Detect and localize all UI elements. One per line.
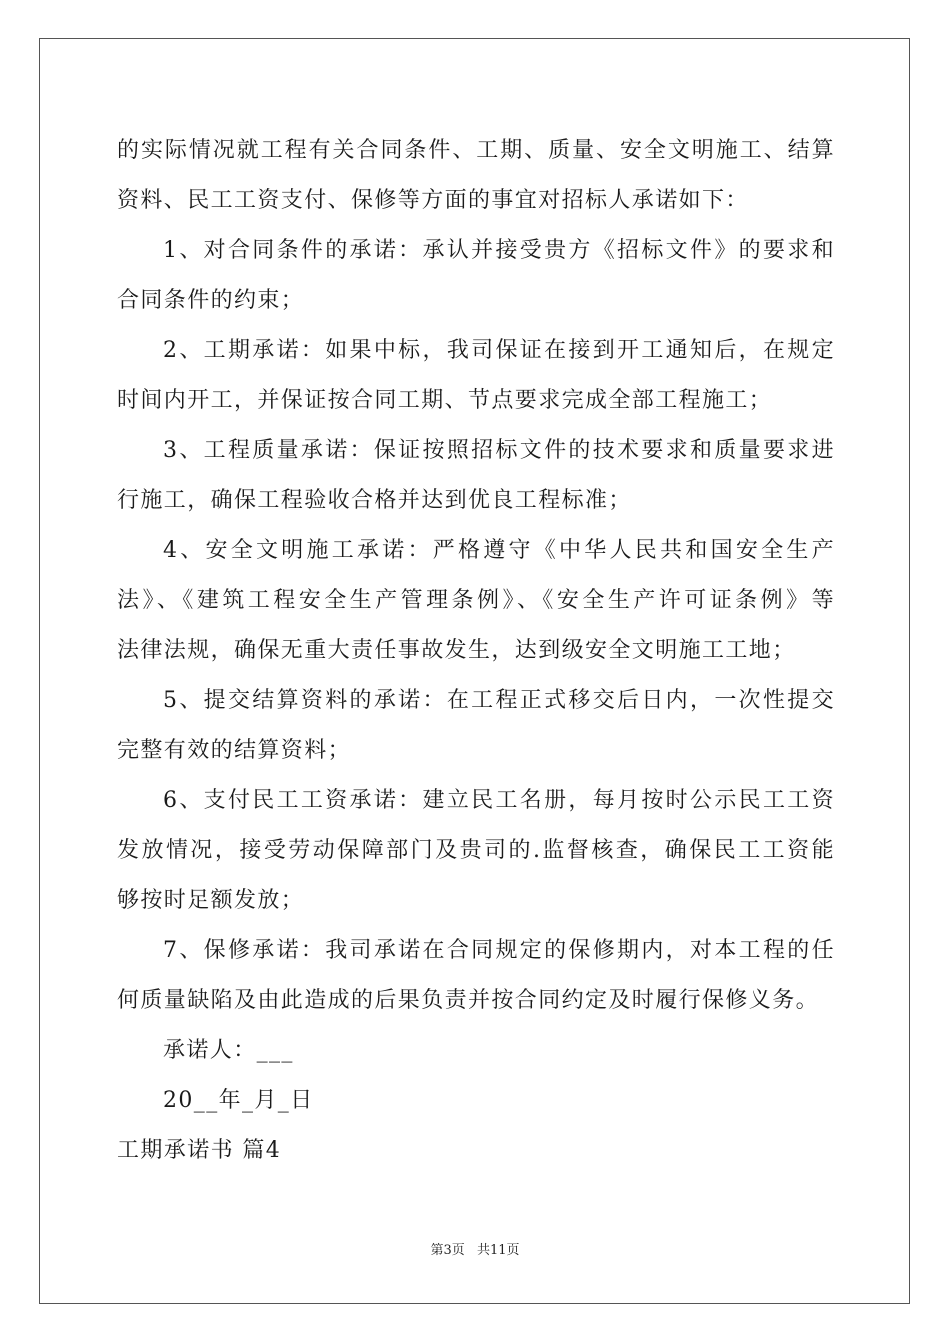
paragraph-line: 法》、《建筑工程安全生产管理条例》、《安全生产许可证条例》等: [117, 588, 835, 613]
paragraph-line: 7、保修承诺：我司承诺在合同规定的保修期内，对本工程的任: [163, 938, 835, 963]
signatory-line: 承诺人：___: [163, 1038, 294, 1063]
paragraph-line: 何质量缺陷及由此造成的后果负责并按合同约定及时履行保修义务。: [117, 988, 820, 1013]
paragraph-line: 够按时足额发放；: [117, 888, 305, 913]
document-body: [117, 126, 835, 1176]
paragraph-line: 行施工，确保工程验收合格并达到优良工程标准；: [117, 488, 632, 513]
paragraph-line: 5、提交结算资料的承诺：在工程正式移交后日内，一次性提交: [163, 688, 835, 713]
paragraph-line: 资料、民工工资支付、保修等方面的事宜对招标人承诺如下：: [117, 188, 749, 213]
page-footer: [0, 1239, 950, 1258]
paragraph-line: 时间内开工，并保证按合同工期、节点要求完成全部工程施工；: [117, 388, 773, 413]
paragraph-line: 的实际情况就工程有关合同条件、工期、质量、安全文明施工、结算: [117, 138, 835, 163]
paragraph-line: 完整有效的结算资料；: [117, 738, 352, 763]
paragraph-line: 6、支付民工工资承诺：建立民工名册，每月按时公示民工工资: [163, 788, 835, 813]
paragraph-line: 2、工期承诺：如果中标，我司保证在接到开工通知后，在规定: [163, 338, 835, 363]
paragraph-line: 1、对合同条件的承诺：承认并接受贵方《招标文件》的要求和: [163, 238, 835, 263]
paragraph-line: 4、安全文明施工承诺：严格遵守《中华人民共和国安全生产: [163, 538, 835, 563]
section-heading: 工期承诺书 篇4: [117, 1138, 282, 1163]
page-number: 第3页: [430, 1243, 465, 1258]
page-total: 共11页: [476, 1243, 520, 1258]
paragraph-line: 法律法规，确保无重大责任事故发生，达到级安全文明施工工地；: [117, 638, 796, 663]
paragraph-line: 3、工程质量承诺：保证按照招标文件的技术要求和质量要求进: [163, 438, 835, 463]
paragraph-line: 合同条件的约束；: [117, 288, 305, 313]
date-line: 20__年_月_日: [163, 1088, 314, 1113]
paragraph-line: 发放情况，接受劳动保障部门及贵司的.监督核查，确保民工工资能: [117, 838, 835, 863]
